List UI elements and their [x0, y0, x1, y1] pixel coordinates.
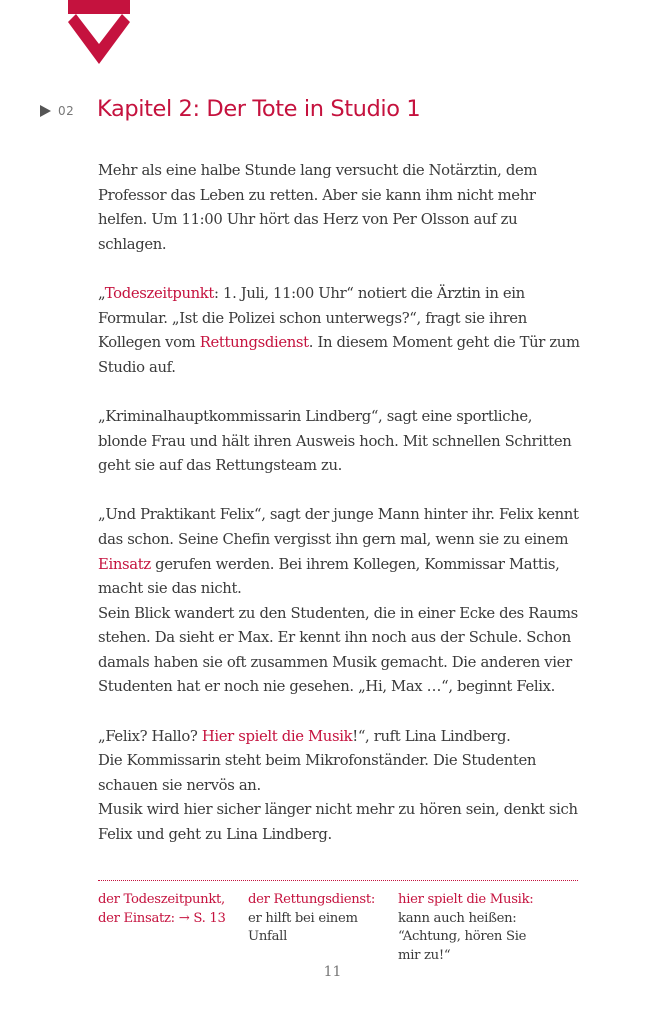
story-paragraph [98, 798, 583, 847]
story-paragraph [98, 282, 583, 380]
vocabulary-term: Rettungsdienst [199, 334, 309, 352]
glossary-line [248, 910, 398, 947]
story-paragraph [98, 405, 583, 479]
glossary-line [398, 891, 548, 965]
vocabulary-term: Hier spielt die Musik [201, 727, 353, 745]
text-segment: Musik wird hier sicher länger nicht mehr zu hören sein, denkt sich Felix und geht zu Lina Lindberg. [98, 801, 578, 844]
glossary-line [98, 910, 248, 929]
story-text [98, 159, 583, 848]
text-segment: !“, ruft Lina Lindberg. [352, 727, 511, 745]
glossary-term: der Todeszeitpunkt, [98, 892, 225, 907]
glossary-term: → S. 13 [178, 910, 226, 926]
red-chevron-logo-icon [68, 0, 130, 66]
text-segment: Sein Blick wandert zu den Studenten, die in einer Ecke des Raums stehen. Da sieht er Max. Er kennt ihn noch aus der Schule. Schon damals haben sie oft zusammen Musik gemacht. Die anderen vier Studenten hat er noch nie gesehen. „Hi, Max …“, beginnt Felix. [98, 604, 578, 696]
story-paragraph [98, 749, 583, 798]
glossary-line [98, 891, 248, 910]
glossary-line [248, 891, 398, 910]
story-paragraph [98, 602, 583, 700]
story-paragraph [98, 503, 583, 601]
glossary-entry [98, 891, 248, 965]
dotted-divider [98, 880, 578, 881]
glossary-term: hier spielt die Musik: [398, 892, 534, 907]
text-segment: . In diesem Moment geht die Tür zum Studio auf. [98, 334, 580, 376]
glossary-definition: er hilft bei einem Unfall [248, 910, 358, 944]
text-segment: „Kriminalhauptkommissarin Lindberg“, sagt eine sportliche, blonde Frau und hält ihren Ausweis hoch. Mit schnellen Schritten geht sie auf das Rettungsteam zu. [98, 407, 572, 475]
glossary-entry [248, 891, 398, 965]
text-segment: „ [98, 284, 105, 302]
text-segment: gerufen werden. Bei ihrem Kollegen, Kommissar Mattis, macht sie das nicht. [98, 555, 560, 598]
text-segment: „Felix? Hallo? [98, 727, 202, 745]
glossary-definition: kann auch heißen: “Achtung, hören Sie mir zu!“ [398, 910, 527, 963]
vocabulary-term: Einsatz [98, 555, 151, 573]
text-segment: : 1. Juli, 11:00 Uhr“ notiert die Ärztin in ein Formular. „Ist die Polizei schon unterwegs?“, fragt sie ihren Kollegen vom [98, 284, 527, 352]
text-segment: Mehr als eine halbe Stunde lang versucht die Notärztin, dem Professor das Leben zu retten. Aber sie kann ihm nicht mehr helfen. Um 11:00 Uhr hört das Herz von Per Olsson auf zu schlagen. [98, 162, 538, 253]
glossary [98, 891, 583, 965]
story-paragraph [98, 725, 583, 750]
glossary-entry [398, 891, 548, 965]
vocabulary-term: Todeszeitpunkt [104, 284, 215, 302]
text-segment: „Und Praktikant Felix“, sagt der junge Mann hinter ihr. Felix kennt das schon. Seine Chefin vergisst ihn gern mal, wenn sie zu einem [98, 506, 579, 548]
story-paragraph [98, 159, 583, 257]
audio-track-marker[interactable] [40, 104, 74, 118]
glossary-term: der Rettungsdienst: [248, 892, 376, 907]
track-number: 02 [58, 104, 75, 118]
page-number: 11 [323, 964, 342, 980]
play-triangle-icon[interactable] [40, 105, 51, 117]
text-segment: Die Kommissarin steht beim Mikrofonständer. Die Studenten schauen sie nervös an. [98, 752, 537, 794]
chapter-title: Kapitel 2: Der Tote in Studio 1 [97, 96, 421, 122]
glossary-term: der Einsatz: [98, 910, 179, 926]
